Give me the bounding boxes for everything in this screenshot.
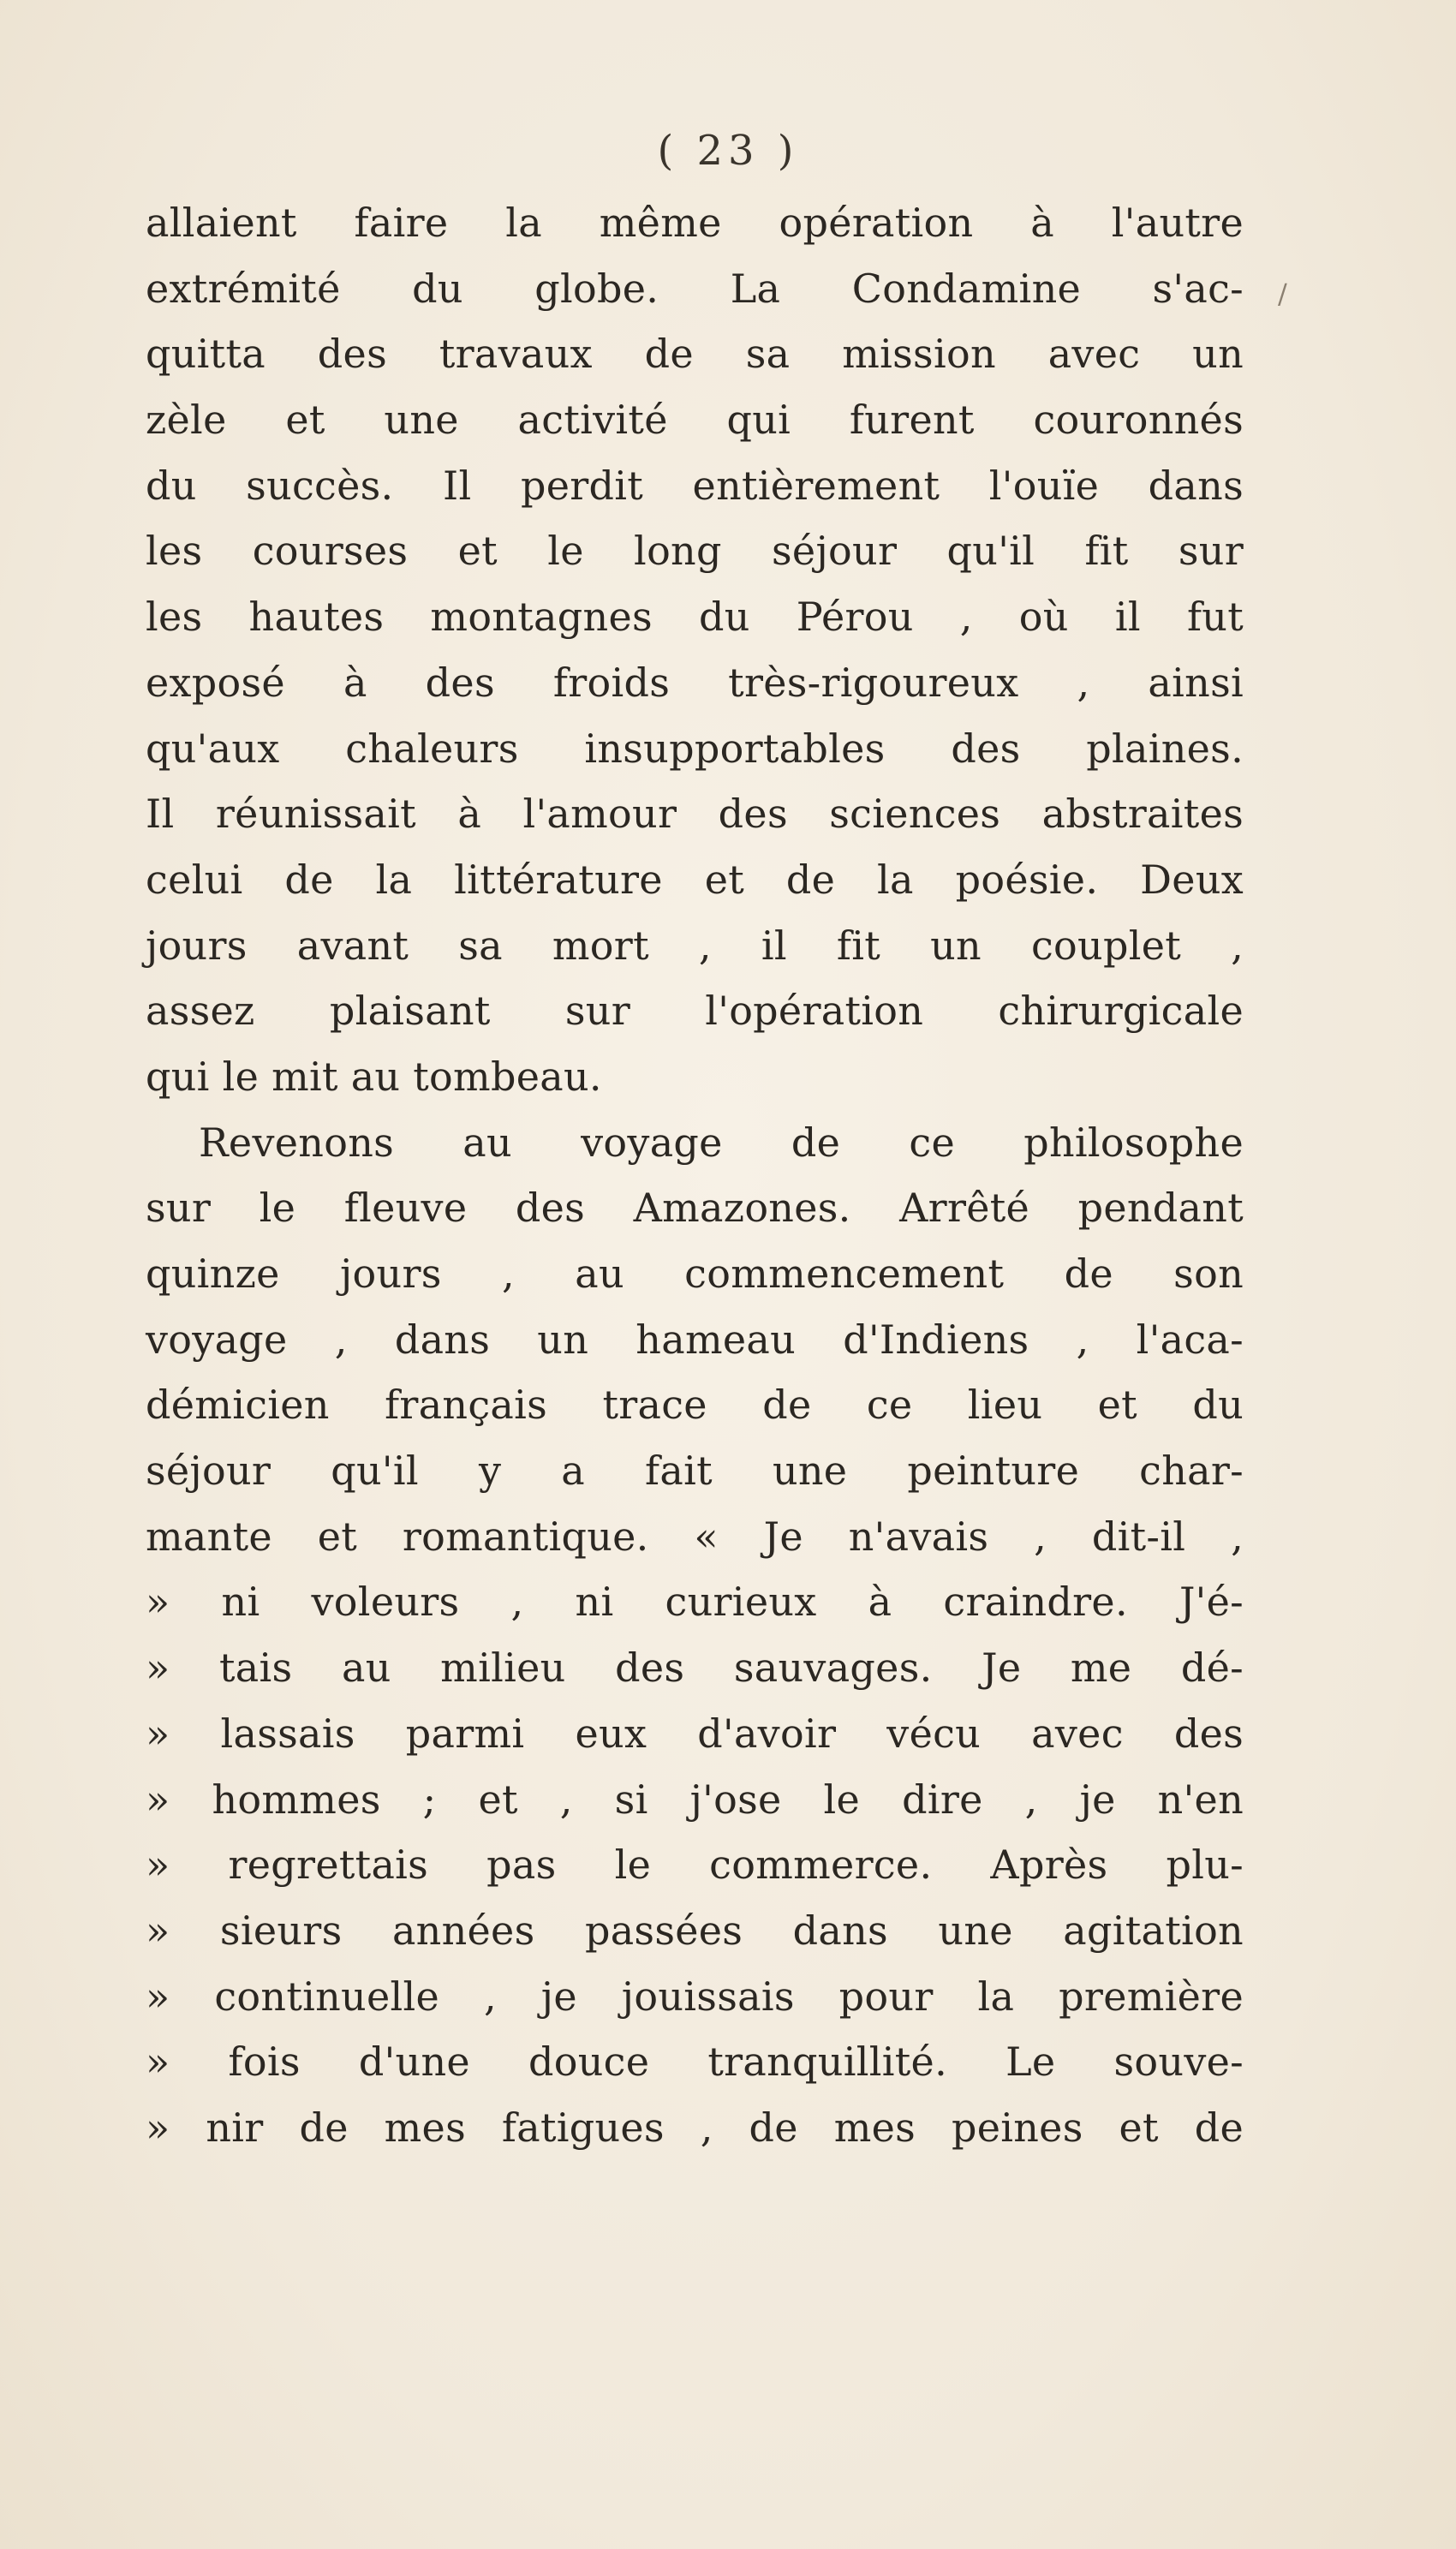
- text-line: exposé à des froids très-rigoureux , ainsi: [146, 659, 1244, 706]
- text-line: du succès. Il perdit entièrement l'ouïe dans: [146, 462, 1244, 509]
- paragraph-end-line: qui le mit au tombeau.: [146, 1053, 602, 1100]
- body-text: [146, 190, 1244, 2161]
- quoted-line: » tais au milieu des sauvages. Je me dé-: [146, 1645, 1244, 1692]
- text-line: zèle et une activité qui furent couronnés: [146, 397, 1244, 444]
- text-line: quinze jours , au commencement de son: [146, 1251, 1244, 1297]
- quoted-line: » lassais parmi eux d'avoir vécu avec des: [146, 1710, 1244, 1757]
- text-line: jours avant sa mort , il fit un couplet ,: [146, 922, 1244, 969]
- page-number: ( 23 ): [657, 127, 799, 175]
- text-line: quitta des travaux de sa mission avec un: [146, 331, 1244, 378]
- quoted-line: » ni voleurs , ni curieux à craindre. J'é-: [146, 1579, 1244, 1626]
- quoted-line: » continuelle , je jouissais pour la première: [146, 1973, 1244, 2020]
- text-line: allaient faire la même opération à l'autre: [146, 200, 1244, 246]
- margin-mark: /: [1278, 278, 1287, 310]
- text-line: assez plaisant sur l'opération chirurgicale: [146, 988, 1244, 1035]
- text-line: mante et romantique. « Je n'avais , dit-il ,: [146, 1513, 1244, 1560]
- text-line: voyage , dans un hameau d'Indiens , l'aca-: [146, 1316, 1244, 1363]
- text-line: les hautes montagnes du Pérou , où il fut: [146, 594, 1244, 641]
- quoted-line: » nir de mes fatigues , de mes peines et de: [146, 2104, 1244, 2151]
- text-line: Il réunissait à l'amour des sciences abstraites: [146, 791, 1244, 838]
- text-line: qu'aux chaleurs insupportables des plaines.: [146, 725, 1244, 772]
- text-line: celui de la littérature et de la poésie. Deux: [146, 856, 1244, 903]
- text-line: les courses et le long séjour qu'il fit sur: [146, 528, 1244, 575]
- text-line: séjour qu'il y a fait une peinture char-: [146, 1448, 1244, 1495]
- quoted-line: » regrettais pas le commerce. Après plu-: [146, 1842, 1244, 1889]
- text-line: démicien français trace de ce lieu et du: [146, 1382, 1244, 1429]
- quoted-line: » hommes ; et , si j'ose le dire , je n'en: [146, 1776, 1244, 1823]
- text-line: sur le fleuve des Amazones. Arrêté pendant: [146, 1185, 1244, 1232]
- text-line: extrémité du globe. La Condamine s'ac-: [146, 265, 1244, 312]
- quoted-line: » fois d'une douce tranquillité. Le souve-: [146, 2039, 1244, 2086]
- paragraph-start-line: Revenons au voyage de ce philosophe: [199, 1119, 1244, 1166]
- quoted-line: » sieurs années passées dans une agitation: [146, 1907, 1244, 1954]
